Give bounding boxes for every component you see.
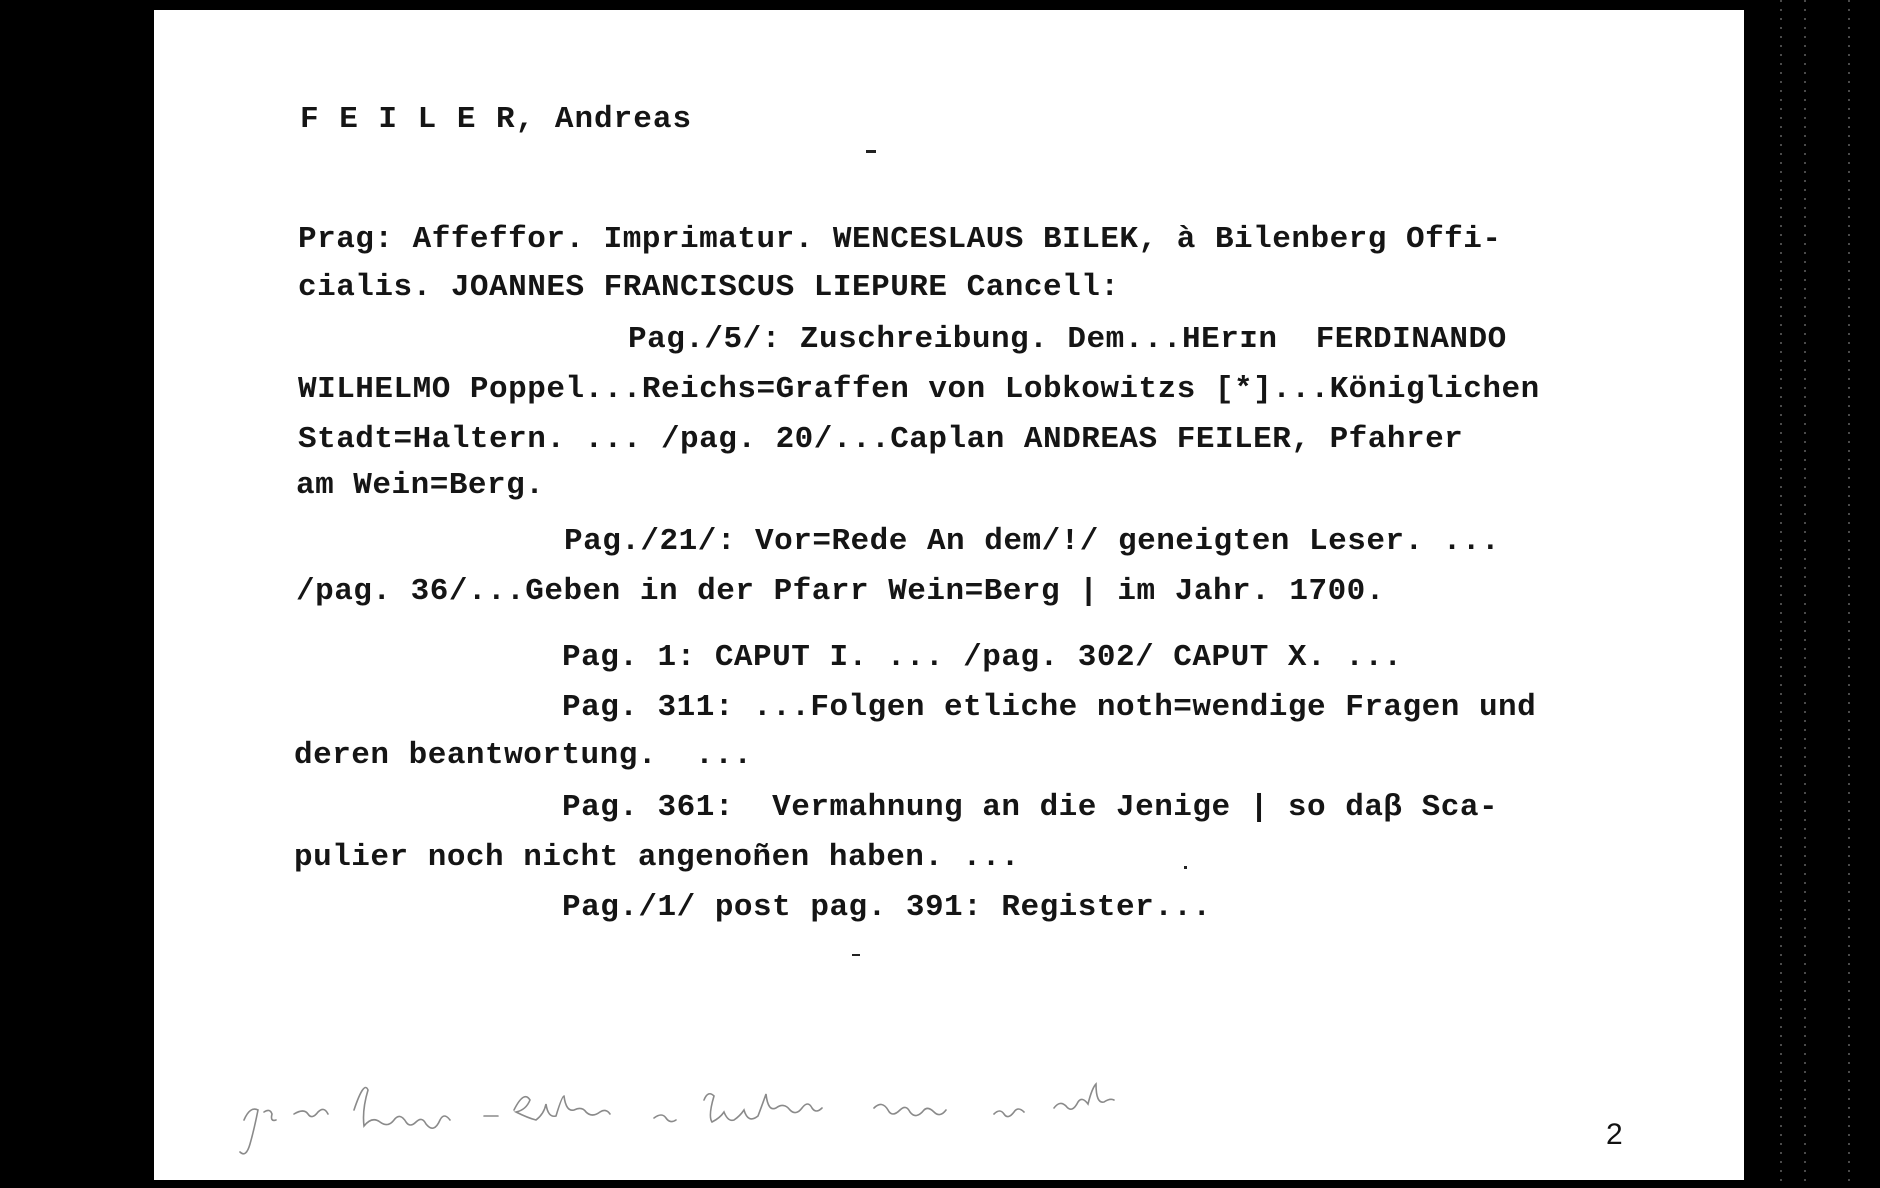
text-line: Pag./1/ post pag. 391: Register... xyxy=(562,890,1212,925)
text-line: Pag. 311: ...Folgen etliche noth=wendige Fragen und xyxy=(562,690,1537,725)
text-line: /pag. 36/...Geben in der Pfarr Wein=Berg | im Jahr. 1700. xyxy=(296,574,1385,609)
text-line: cialis. JOANNES FRANCISCUS LIEPURE Cancell: xyxy=(298,270,1120,305)
text-line: Pag. 1: CAPUT I. ... /pag. 302/ CAPUT X. ... xyxy=(562,640,1403,675)
card-heading: F E I L E R, Andreas xyxy=(300,102,693,137)
catalog-card xyxy=(154,10,1744,1180)
perforation-dots xyxy=(1804,0,1806,1188)
text-line: Pag. 361: Vermahnung an die Jenige | so daβ Sca- xyxy=(562,790,1499,825)
text-line: Pag./5/: Zuschreibung. Dem...HErɪn FERDINANDO xyxy=(628,322,1507,357)
text-line: Pag./21/: Vor=Rede An dem/!/ geneigten Leser. ... xyxy=(564,524,1501,559)
ink-fleck xyxy=(852,954,860,956)
text-line: pulier noch nicht angenoñen haben. ... xyxy=(294,840,1020,875)
ink-fleck xyxy=(1184,866,1187,869)
text-line: WILHELMO Poppel...Reichs=Graffen von Lobkowitzs [*]...Königlichen xyxy=(298,372,1540,407)
scanner-margin xyxy=(1744,0,1880,1188)
text-line: deren beantwortung. ... xyxy=(294,738,753,773)
perforation-dots xyxy=(1780,0,1782,1188)
text-line: Prag: Affeffor. Imprimatur. WENCESLAUS BILEK, à Bilenberg Offi- xyxy=(298,222,1502,257)
page-number: 2 xyxy=(1606,1118,1623,1151)
ink-fleck xyxy=(866,150,876,153)
perforation-dots xyxy=(1848,0,1850,1188)
pencil-handwriting xyxy=(224,1050,1404,1170)
text-line: am Wein=Berg. xyxy=(296,468,545,503)
text-line: Stadt=Haltern. ... /pag. 20/...Caplan ANDREAS FEILER, Pfahrer xyxy=(298,422,1464,457)
